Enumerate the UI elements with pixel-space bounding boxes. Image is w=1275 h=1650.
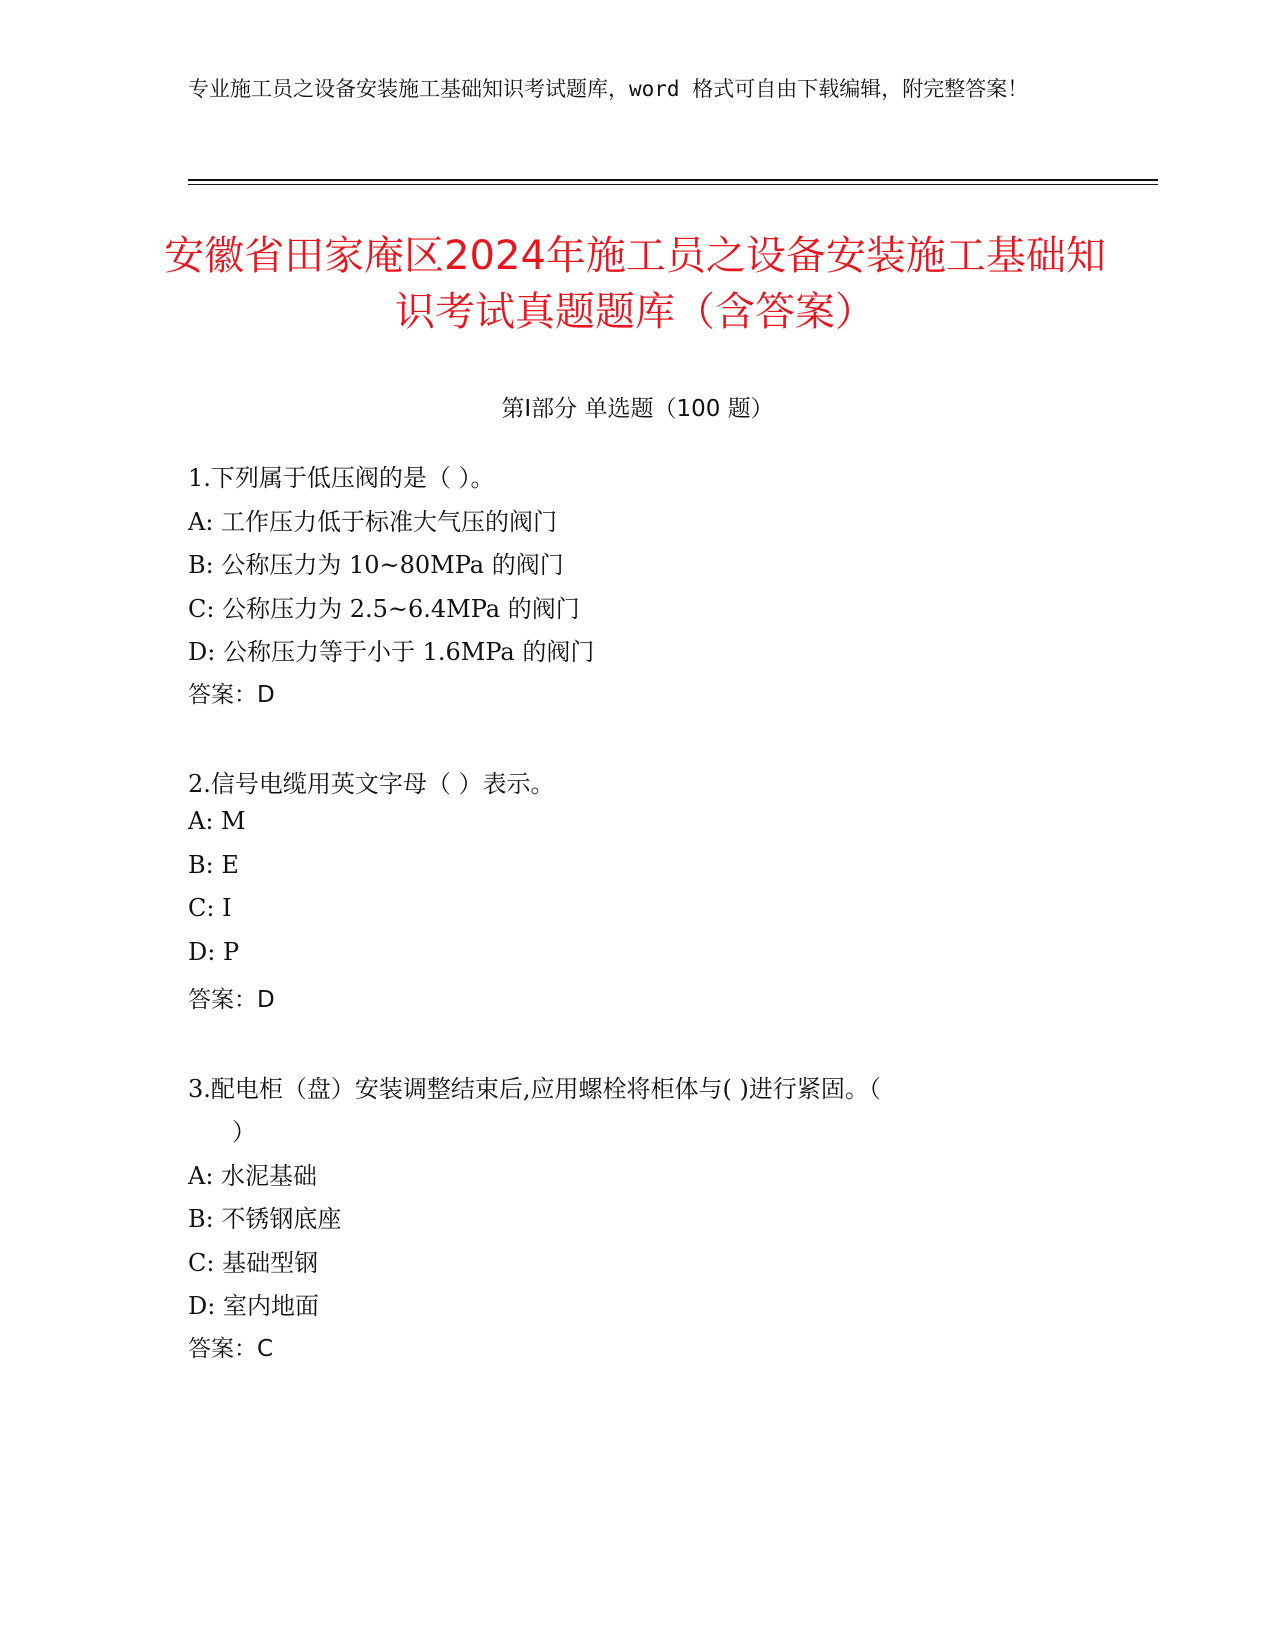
- question-3-option-c: C: 基础型钢: [188, 1249, 319, 1277]
- question-3-option-d: D: 室内地面: [188, 1292, 319, 1320]
- header-note: 专业施工员之设备安装施工基础知识考试题库，word 格式可自由下载编辑，附完整答案！: [188, 77, 1029, 101]
- question-3-option-b: B: 不锈钢底座: [188, 1205, 342, 1233]
- header-divider-thin: [188, 184, 1158, 185]
- header-divider-thick: [188, 179, 1158, 181]
- question-1-option-d: D: 公称压力等于小于 1.6MPa 的阀门: [188, 638, 595, 666]
- question-3-stem-continued: ）: [232, 1118, 256, 1146]
- question-1-answer: 答案：D: [188, 682, 275, 708]
- question-2-option-b: B: E: [188, 851, 239, 879]
- question-2-option-a: A: M: [188, 807, 246, 835]
- question-3-option-a: A: 水泥基础: [188, 1162, 318, 1190]
- question-1-option-a: A: 工作压力低于标准大气压的阀门: [188, 508, 558, 536]
- question-3-answer: 答案：C: [188, 1336, 274, 1362]
- question-1-option-c: C: 公称压力为 2.5~6.4MPa 的阀门: [188, 595, 580, 623]
- question-1-option-b: B: 公称压力为 10~80MPa 的阀门: [188, 551, 564, 579]
- question-3-stem: 3.配电柜（盘）安装调整结束后,应用螺栓将柜体与( )进行紧固。（: [188, 1075, 881, 1103]
- question-1-stem: 1.下列属于低压阀的是（ ）。: [188, 464, 495, 492]
- question-2-stem: 2.信号电缆用英文字母（ ）表示。: [188, 770, 555, 798]
- question-2-option-c: C: I: [188, 894, 232, 922]
- question-2-answer: 答案：D: [188, 987, 275, 1013]
- question-2-option-d: D: P: [188, 938, 240, 966]
- document-title: 安徽省田家庵区2024年施工员之设备安装施工基础知识考试真题题库（含答案）: [164, 233, 1106, 335]
- section-title: 第Ⅰ部分 单选题（100 题）: [501, 396, 774, 422]
